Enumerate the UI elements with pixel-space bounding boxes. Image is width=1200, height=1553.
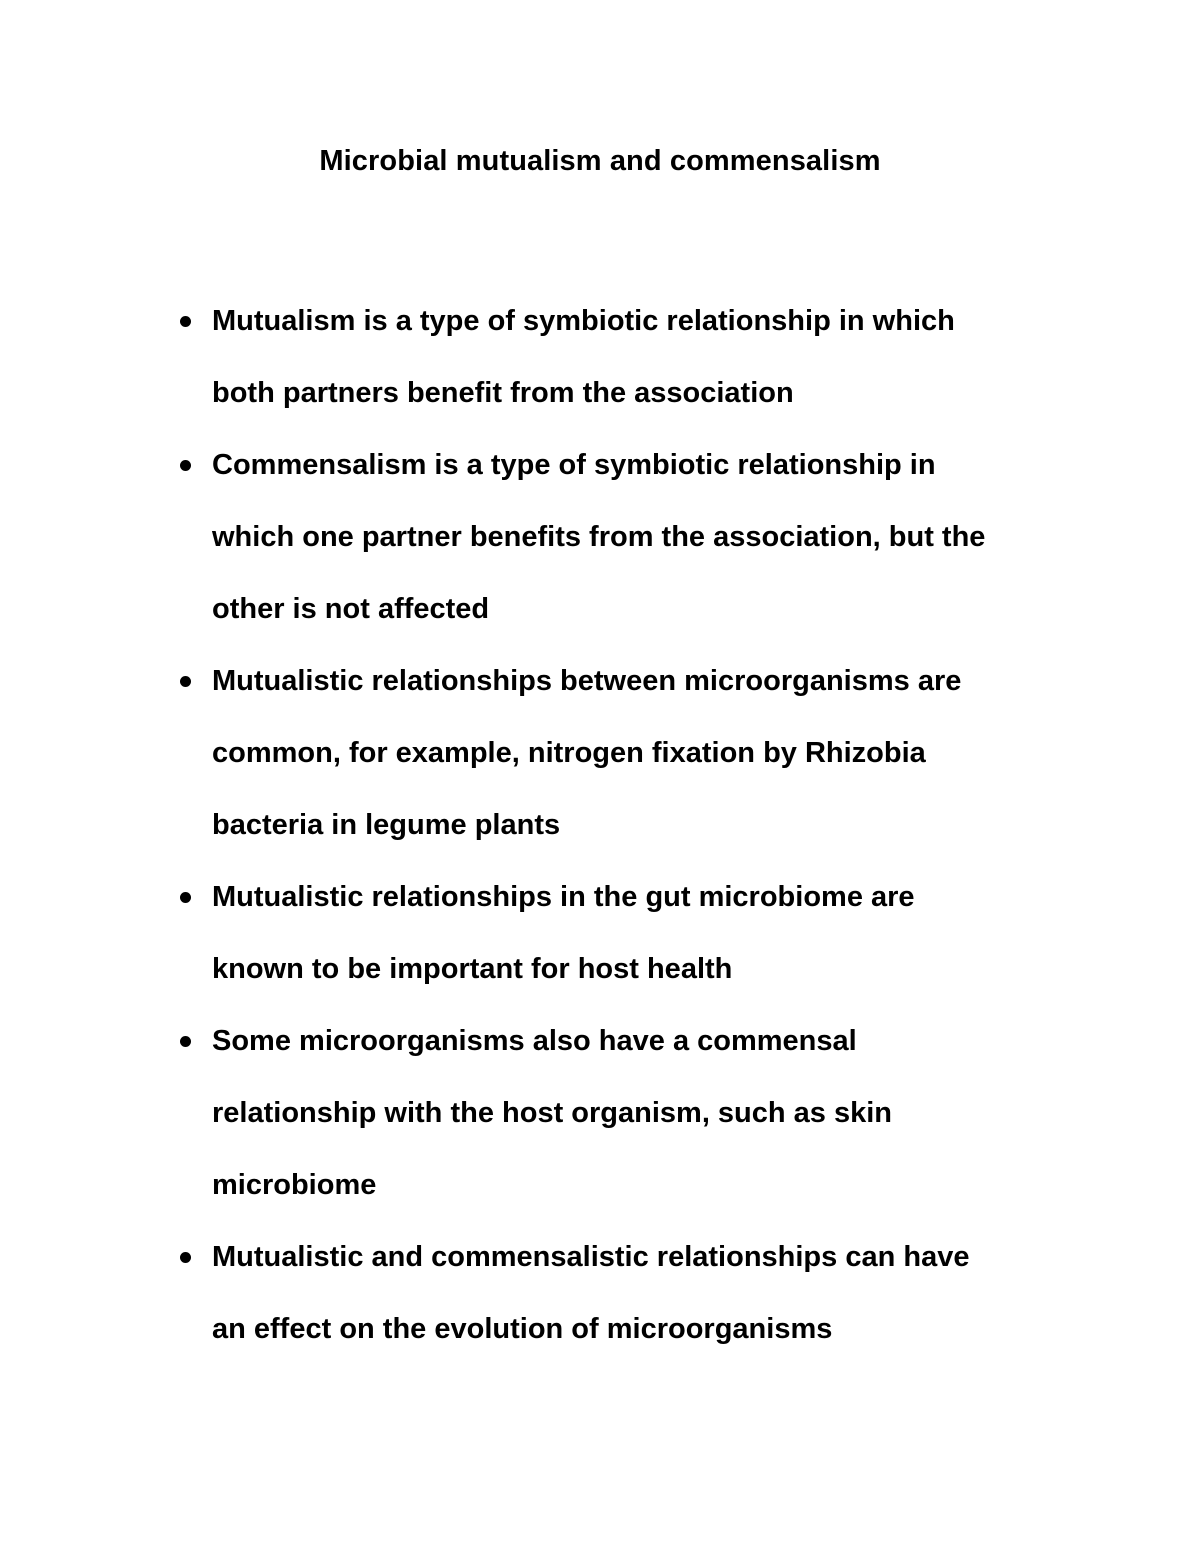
page-title: Microbial mutualism and commensalism <box>319 145 881 177</box>
bullet-line: Mutualistic and commensalistic relationships can have <box>212 1241 970 1273</box>
bullet-line: which one partner benefits from the association, but the <box>212 521 986 553</box>
bullet-line: common, for example, nitrogen fixation by Rhizobia <box>212 737 926 769</box>
bullet-line: bacteria in legume plants <box>212 809 561 841</box>
bullet-line: an effect on the evolution of microorganisms <box>212 1313 833 1345</box>
list-item <box>178 1005 1078 1221</box>
bullet-icon <box>180 1036 191 1047</box>
bullet-line: other is not affected <box>212 593 490 625</box>
bullet-line: microbiome <box>212 1169 377 1201</box>
bullet-line: Mutualistic relationships in the gut microbiome are <box>212 881 915 913</box>
list-item <box>178 861 1078 1005</box>
bullet-line: known to be important for host health <box>212 953 733 985</box>
bullet-line: relationship with the host organism, such as skin <box>212 1097 893 1129</box>
bullet-icon <box>180 676 191 687</box>
bullet-icon <box>180 1252 191 1263</box>
bullet-icon <box>180 316 191 327</box>
bullet-line: Mutualism is a type of symbiotic relationship in which <box>212 305 955 337</box>
bullet-icon <box>180 460 191 471</box>
bullet-line: Some microorganisms also have a commensal <box>212 1025 857 1057</box>
list-item <box>178 285 1078 429</box>
list-item <box>178 645 1078 861</box>
bullet-list <box>178 285 1078 1365</box>
bullet-line: Mutualistic relationships between microorganisms are <box>212 665 962 697</box>
list-item <box>178 1221 1078 1365</box>
bullet-line: Commensalism is a type of symbiotic relationship in <box>212 449 936 481</box>
bullet-line: both partners benefit from the association <box>212 377 794 409</box>
bullet-icon <box>180 892 191 903</box>
list-item <box>178 429 1078 645</box>
